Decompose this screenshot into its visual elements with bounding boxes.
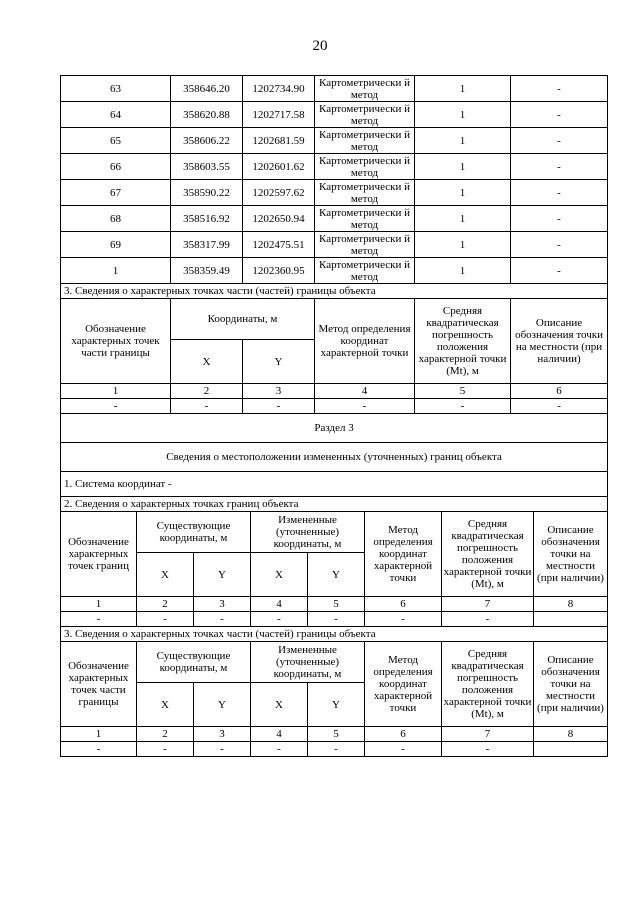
table-row: 67 358590.22 1202597.62 Картометрически й метод 1 - (61, 180, 608, 206)
table-row: 1 2 3 4 5 6 7 8 (61, 727, 608, 742)
column-header: X (137, 553, 194, 597)
section-title: 3. Сведения о характерных точках части (частей) границы объекта (61, 627, 608, 642)
column-header: Измененные (уточненные) координаты, м (251, 642, 365, 683)
column-header: Средняя квадратическая погрешность положения характерной точки (Mt), м (415, 299, 511, 384)
column-header: Описание обозначения точки на местности (при наличии) (511, 299, 608, 384)
table-row: - - - - - - - (61, 612, 608, 627)
table-row: 1 358359.49 1202360.95 Картометрически й метод 1 - (61, 258, 608, 284)
column-header: Средняя квадратическая погрешность положения характерной точки (Mt), м (442, 512, 534, 597)
table-row: - - - - - - - (61, 742, 608, 757)
column-header: Описание обозначения точки на местности (при наличии) (534, 642, 608, 727)
coordinate-system: 1. Система координат - (61, 472, 608, 497)
part3-table (60, 284, 608, 497)
table-row: 63 358646.20 1202734.90 Картометрически й метод 1 - (61, 76, 608, 102)
column-header: Измененные (уточненные) координаты, м (251, 512, 365, 553)
column-header: Средняя квадратическая погрешность положения характерной точки (Mt), м (442, 642, 534, 727)
column-header: Метод определения координат характерной точки (315, 299, 415, 384)
column-header: Y (308, 683, 365, 727)
column-header: Описание обозначения точки на местности (при наличии) (534, 512, 608, 597)
table-row: 65 358606.22 1202681.59 Картометрически й метод 1 - (61, 128, 608, 154)
points-table (60, 75, 608, 284)
table-row: 68 358516.92 1202650.94 Картометрически й метод 1 - (61, 206, 608, 232)
column-header: Y (308, 553, 365, 597)
column-header: Существующие координаты, м (137, 512, 251, 553)
column-header: X (171, 340, 243, 384)
table-row: 64 358620.88 1202717.58 Картометрически й метод 1 - (61, 102, 608, 128)
section-title: 3. Сведения о характерных точках части (частей) границы объекта (61, 284, 608, 299)
table-row: 69 358317.99 1202475.51 Картометрически й метод 1 - (61, 232, 608, 258)
section-heading: Раздел 3 (61, 414, 608, 443)
table-row: 1 2 3 4 5 6 (61, 384, 608, 399)
column-header: Y (194, 553, 251, 597)
column-header: Обозначение характерных точек границ (61, 512, 137, 597)
column-header: X (137, 683, 194, 727)
section-subheading: Сведения о местоположении измененных (уточненных) границ объекта (61, 443, 608, 472)
table-row: 1 2 3 4 5 6 7 8 (61, 597, 608, 612)
document-body (60, 75, 607, 757)
column-header: Метод определения координат характерной точки (365, 512, 442, 597)
column-header: Метод определения координат характерной точки (365, 642, 442, 727)
column-header: Y (194, 683, 251, 727)
column-header: X (251, 553, 308, 597)
table-row: - - - - - - (61, 399, 608, 414)
column-header: Обозначение характерных точек части границы (61, 299, 171, 384)
column-header: X (251, 683, 308, 727)
column-header: Обозначение характерных точек части границы (61, 642, 137, 727)
table-row: 66 358603.55 1202601.62 Картометрически й метод 1 - (61, 154, 608, 180)
section-title: 2. Сведения о характерных точках границ объекта (61, 497, 608, 512)
column-header: Y (243, 340, 315, 384)
column-header: Координаты, м (171, 299, 315, 340)
page-number: 20 (312, 38, 328, 54)
column-header: Существующие координаты, м (137, 642, 251, 683)
part2-changed-table (60, 497, 608, 757)
